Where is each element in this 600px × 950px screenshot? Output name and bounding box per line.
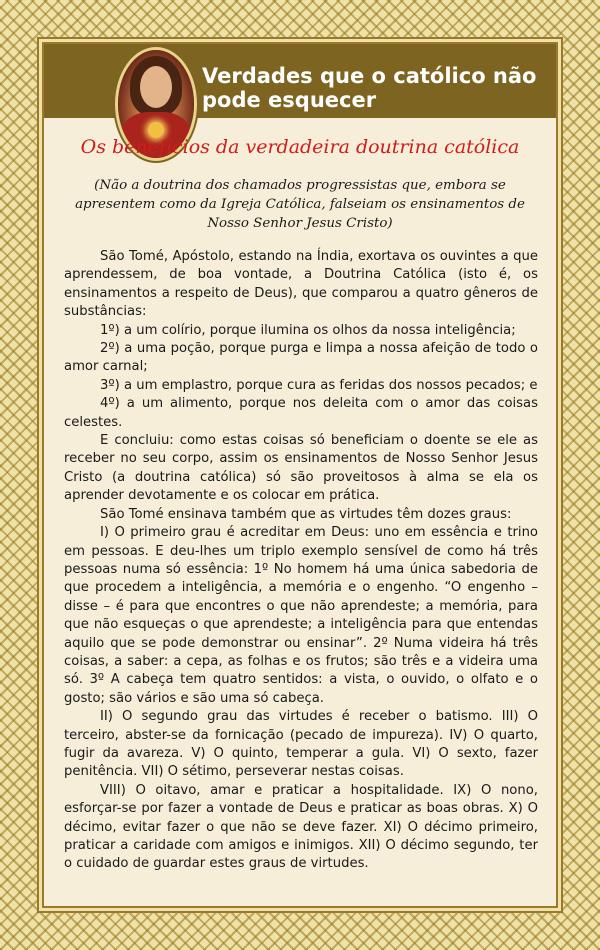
page-title: Verdades que o católico não pode esquecer (202, 64, 537, 112)
paragraph: VIII) O oitavo, amar e praticar a hospitalidade. IX) O nono, esforçar-se por fazer a vontade de Deus e praticar as boas obras. X) O décimo, evitar fazer o que não se deve fazer. XI) O décimo primeiro, praticar a caridade com amigos e inimigos. XII) O décimo segundo, ter o cuidado de guardar estes graus de virtudes. (64, 782, 538, 872)
paragraph: São Tomé ensinava também que as virtudes têm dozes graus: (100, 506, 512, 522)
body-text (64, 248, 538, 874)
subtitle: Os benefícios da verdadeira doutrina católica (80, 136, 520, 158)
paragraph: 1º) a um colírio, porque ilumina os olhos da nossa inteligência; (100, 322, 516, 338)
paragraph: 3º) a um emplastro, porque cura as feridas dos nossos pecados; e (100, 377, 538, 393)
portrait-face (140, 66, 172, 108)
content-panel (44, 44, 556, 906)
paragraph: I) O primeiro grau é acreditar em Deus: uno em essência e trino em pessoas. E deu-lhes um triplo exemplo sensível de como há três pessoas numa só essência: 1º No homem há uma única sabedoria de que procedem a inteligência, a memória e o engenho. “O engenho – disse – é para que encontres o que não aprendeste; a memória, para que não esqueças o que aprendeste; a inteligência para que entendas aquilo que se pode demonstrar ou ensinar”. 2º Numa videira há três coisas, a saber: a cepa, as folhas e os frutos; são três e a videira uma só. 3º A cabeça tem quatro sentidos: a vista, o ouvido, o olfato e o gosto; são vários e são uma só cabeça. (64, 525, 538, 706)
paragraph: São Tomé, Apóstolo, estando na Índia, exortava os ouvintes a que aprendessem, de boa vontade, a Doutrina Católica (isto é, os ensinamentos a respeito de Deus), que comparou a quatro gêneros de substâncias: (64, 249, 538, 320)
paragraph: E concluiu: como estas coisas só beneficiam o doente se ele as receber no seu corpo, assim os ensinamentos de Nosso Senhor Jesus Cristo (a doutrina católica) só são proveitosos à alma se ela os aprender devotamente e os colocar em prática. (64, 433, 538, 504)
paragraph: II) O segundo grau das virtudes é receber o batismo. III) O terceiro, abster-se da fornicação (pecado de impureza). IV) O quarto, fugir da avareza. V) O quinto, temperar a gula. VI) O sexto, fazer penitência. VII) O sétimo, perseverar nestas coisas. (64, 709, 538, 780)
paragraph: 2º) a uma poção, porque purga e limpa a nossa afeição de todo o amor carnal; (64, 341, 538, 375)
paragraph: 4º) a um alimento, porque nos deleita com o amor das coisas celestes. (64, 396, 538, 430)
intro-note: (Não a doutrina dos chamados progressistas que, embora se apresentem como da Igreja Católica, falseiam os ensinamentos de Nosso Senhor Jesus Cristo) (75, 178, 525, 231)
